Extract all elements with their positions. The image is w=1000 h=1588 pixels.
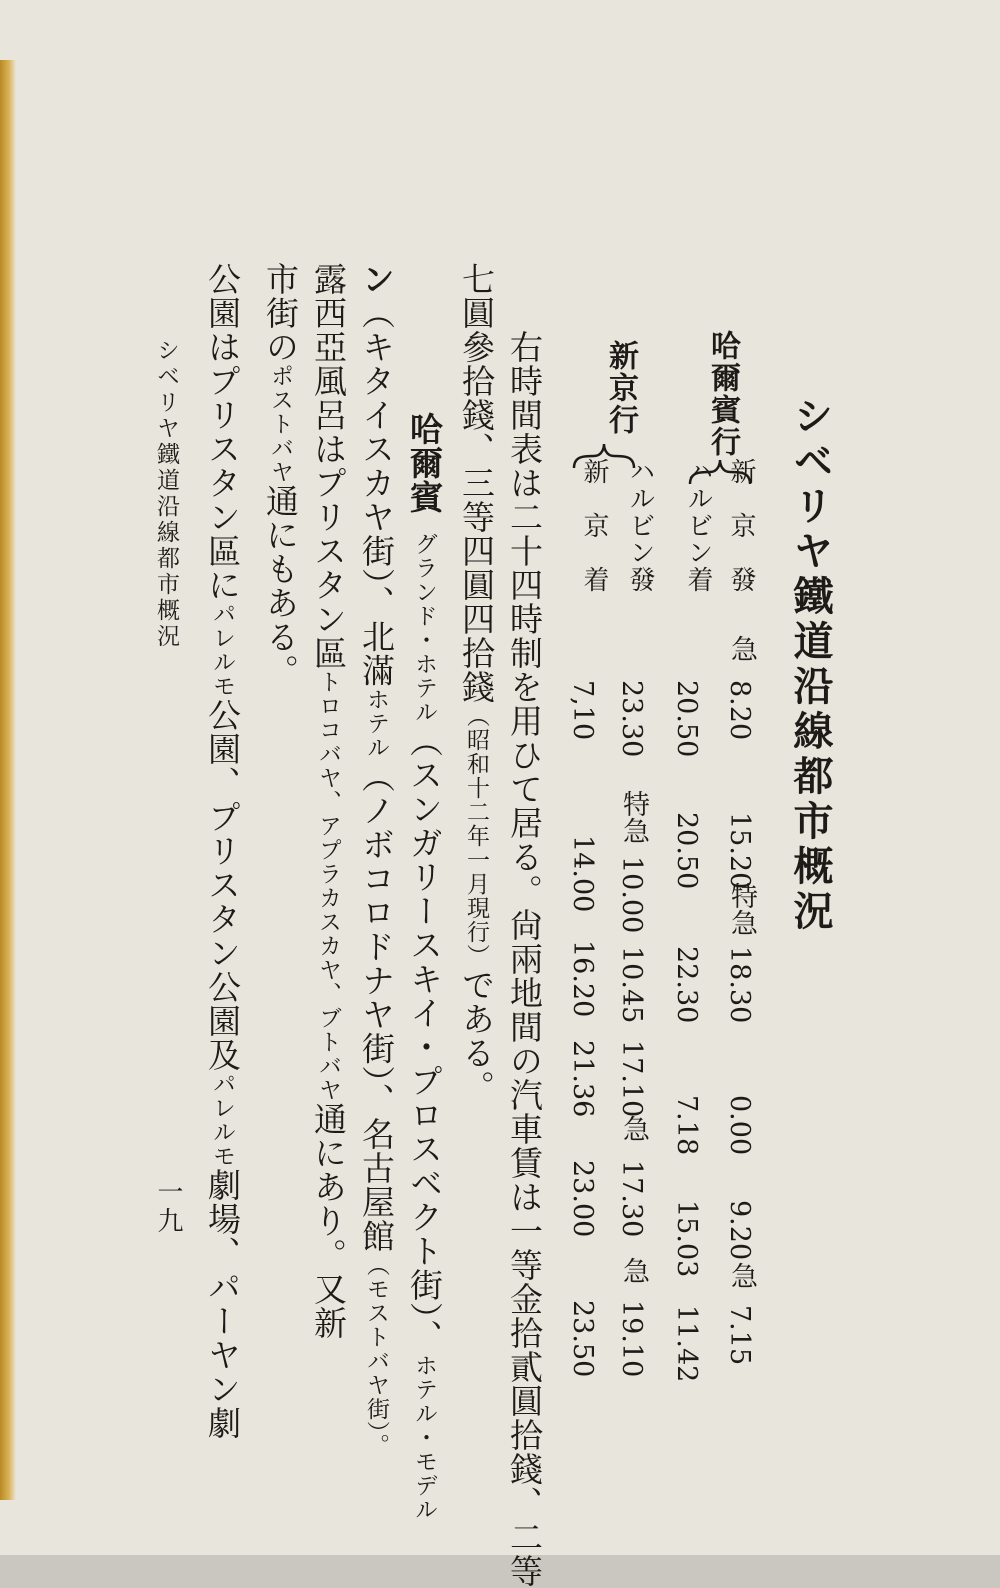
train-time: 17.10 <box>616 1040 647 1118</box>
text-run: 公園及 <box>203 970 242 1072</box>
station-label: ハルビン着 <box>683 458 713 593</box>
train-type: 急 <box>618 1115 649 1142</box>
station-label: ハルビン發 <box>625 458 655 593</box>
page-number: 一九 <box>153 1178 183 1236</box>
text-run: グランド・ホテル <box>411 532 437 724</box>
paragraph-line <box>405 412 444 1522</box>
text-run: （スンガリースキイ・プロスベクト街）、 <box>405 724 444 1354</box>
text-run: 劇 <box>203 1406 242 1440</box>
train-time: 15.03 <box>671 1200 702 1278</box>
text-run: 七圓參拾錢、三等四圓四拾錢 <box>457 262 496 704</box>
train-time: 14.00 <box>567 835 598 913</box>
text-run: パレルモ <box>209 1072 235 1168</box>
text-run: プリスタン <box>203 800 242 970</box>
train-time: 16.20 <box>567 940 598 1018</box>
train-time: 23.00 <box>567 1160 598 1238</box>
train-time: 7.18 <box>671 1095 702 1156</box>
train-time: 15.20 <box>724 812 755 890</box>
chapter-title: シベリヤ鐵道沿線都市概況 <box>787 395 834 935</box>
text-run: 通にあり。又新 <box>309 1102 348 1340</box>
text-run: パレルモ <box>209 602 235 698</box>
train-time: 19.10 <box>616 1300 647 1378</box>
train-time: 17.30 <box>616 1160 647 1238</box>
train-time: 11.42 <box>671 1305 702 1383</box>
text-run: 公園、 <box>203 698 242 800</box>
running-title: シベリヤ鐵道沿線都市概況 <box>153 338 179 650</box>
text-run: である。 <box>457 968 496 1104</box>
page-edge <box>0 60 16 1500</box>
station-label: 新 京 着 <box>579 458 609 593</box>
paragraph-line <box>261 262 300 688</box>
text-run: ホテル <box>363 687 389 760</box>
route-label-harbin: 哈爾賓行 <box>705 330 740 458</box>
text-run: （ノボコロドナヤ街）、 <box>357 759 396 1117</box>
train-time: 21.36 <box>567 1040 598 1118</box>
train-time: 23.30 <box>616 680 647 758</box>
text-run: 市街の <box>261 262 300 364</box>
text-run: （キタイスカヤ街）、 <box>357 296 396 620</box>
text-run: （モストバヤ街）。 <box>363 1253 389 1458</box>
train-time: 20.50 <box>671 812 702 890</box>
text-run: 公園は <box>203 262 242 364</box>
train-time: 18.30 <box>724 946 755 1024</box>
text-run: ポストバヤ <box>267 364 293 484</box>
train-time: 9.20 <box>724 1200 755 1261</box>
paragraph-line <box>203 262 242 1440</box>
train-type: 急 <box>726 635 757 662</box>
station-label: 新 京 發 <box>726 458 756 593</box>
text-run: トロコバヤ、アプラカスカヤ、ブトバヤ <box>315 670 341 1102</box>
route-label-shinkyo: 新京行 <box>603 340 638 436</box>
text-run: 露西亞風呂は <box>309 262 348 466</box>
train-type: 急 <box>618 1257 649 1284</box>
train-type: 特急 <box>618 790 649 844</box>
train-time: 7,10 <box>567 680 598 741</box>
text-run: ン <box>357 262 396 296</box>
train-time: 10.00 <box>616 856 647 934</box>
paragraph-line: 右時間表は二十四時制を用ひて居る。尙兩地間の汽車賃は一等金拾貳圓拾錢、二等 <box>505 330 544 1588</box>
train-time: 8.20 <box>724 680 755 741</box>
text-run: パーヤン <box>203 1270 242 1406</box>
text-run: 通にもある。 <box>261 484 300 688</box>
text-run: 區に <box>203 534 242 602</box>
text-run: 名古屋館 <box>357 1117 396 1253</box>
train-type: 特急 <box>726 882 757 936</box>
train-time: 22.30 <box>671 946 702 1024</box>
text-run: 劇場、 <box>203 1168 242 1270</box>
text-run: （昭和十二年一月現行） <box>463 704 489 968</box>
train-time: 23.50 <box>567 1300 598 1378</box>
train-time: 20.50 <box>671 680 702 758</box>
paragraph-line <box>309 262 348 1340</box>
paragraph-line <box>457 262 496 1104</box>
train-type: 急 <box>726 1262 757 1289</box>
train-time: 7.15 <box>724 1305 755 1366</box>
train-time: 10.45 <box>616 946 647 1024</box>
train-time: 0.00 <box>724 1095 755 1156</box>
paragraph-line <box>357 262 396 1458</box>
text-run: プリスタン <box>203 364 242 534</box>
text-run: プリスタン區 <box>309 466 348 670</box>
text-run: ホテル・モデル <box>411 1353 437 1522</box>
city-heading: 哈爾賓 <box>405 412 444 514</box>
text-run: 北滿 <box>357 619 396 688</box>
